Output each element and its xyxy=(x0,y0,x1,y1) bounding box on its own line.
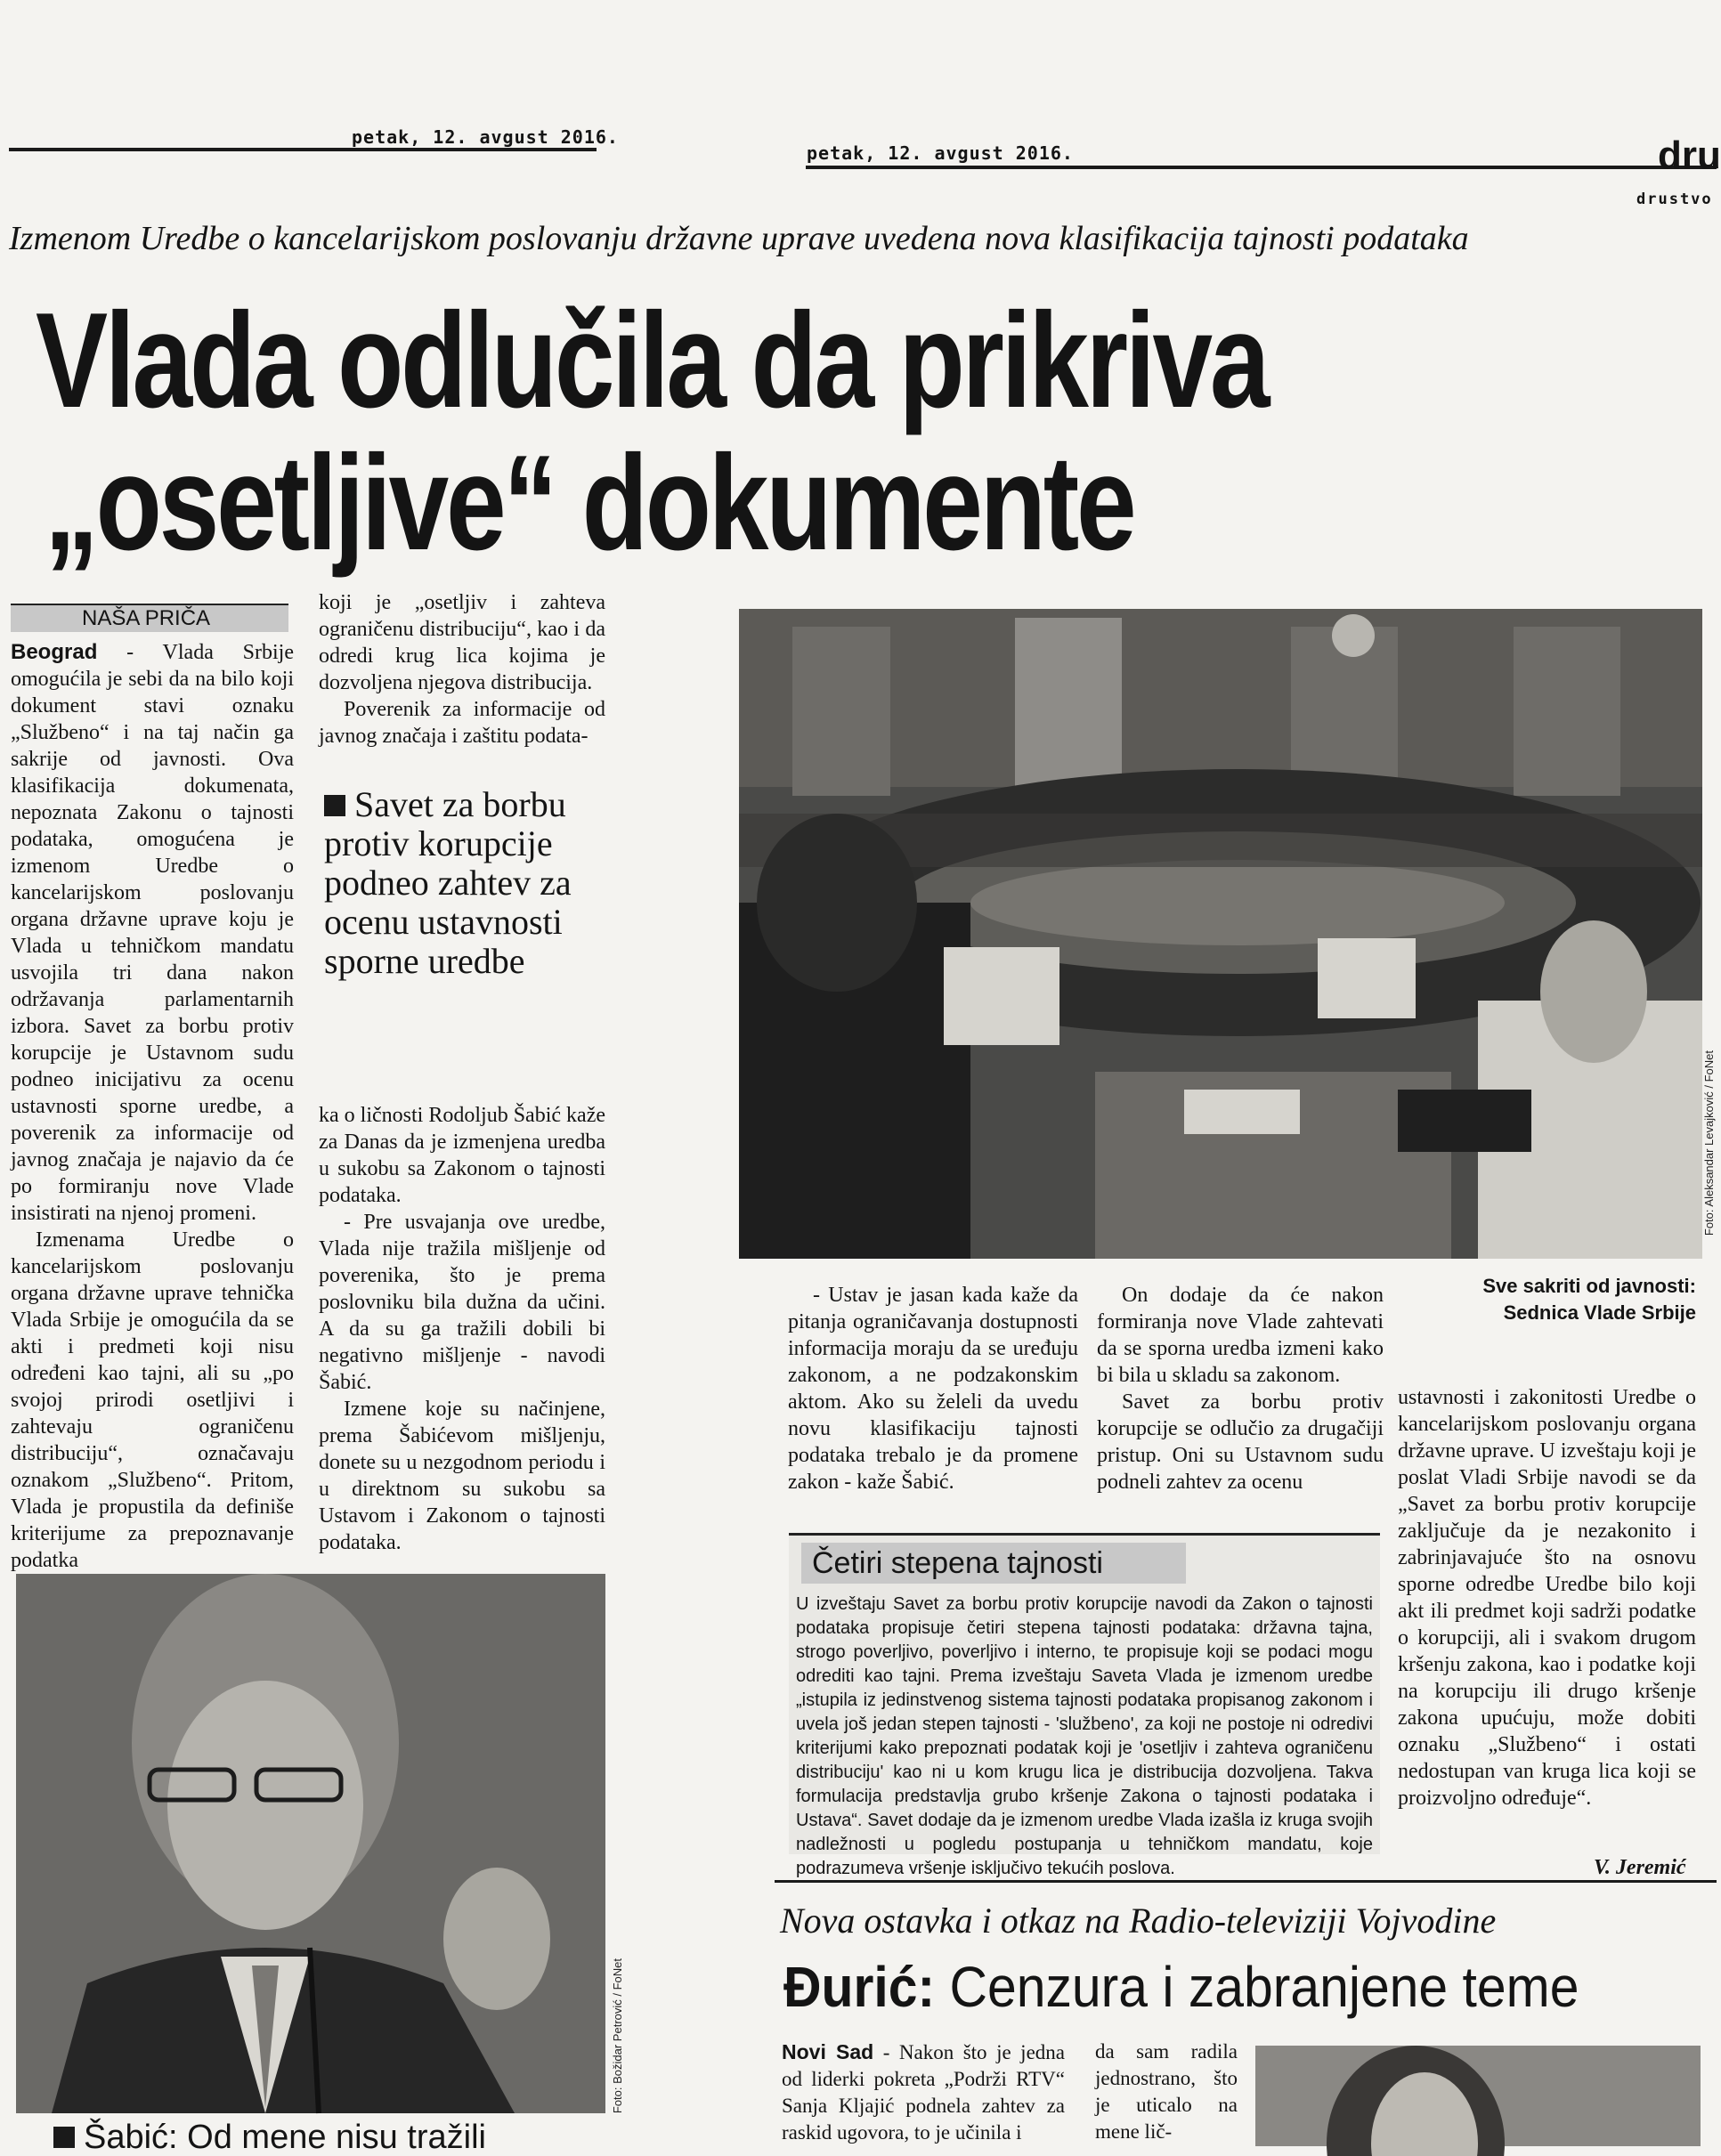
date-left: petak, 12. avgust 2016. xyxy=(352,126,619,148)
kicker: NAŠA PRIČA xyxy=(82,606,211,630)
second-story-column-b: da sam radila jednostrano, što je uticalo na mene lič- xyxy=(1095,2040,1238,2143)
col4-paragraph-2: Savet za borbu protiv korupcije se odlučio za drugačiji pristup. Oni su Ustavnom sudu podneli zahtev za ocenu xyxy=(1097,1390,1384,1494)
meeting-room-illustration xyxy=(739,609,1702,1259)
pullquote: Savet za borbu protiv korupcije podneo zahtev za ocenu ustavnosti sporne uredbe xyxy=(324,784,572,981)
kicker-bar xyxy=(11,604,288,632)
col3-paragraph-1: - Ustav je jasan kada kaže da pitanja ograničavanja dostupnosti informacija moraju da se uređuju zakonom, a ne podzakonskim aktom. Ako su želeli da uvedu novu klasifikaciju tajnosti podataka trebalo je da promene zakon - kaže Šabić. xyxy=(788,1284,1078,1494)
caption-line-1: Sve sakriti od javnosti: xyxy=(1482,1275,1696,1297)
fact-box-title: Četiri stepena tajnosti xyxy=(801,1543,1186,1584)
article-column-5 xyxy=(1398,1384,1696,1829)
bullet-square-icon xyxy=(324,795,345,816)
photo-credit-portrait: Foto: Božidar Petrović / FoNet xyxy=(611,1958,624,2114)
headline-line2: „osetljive“ dokumente xyxy=(45,427,1134,579)
col1-paragraph-2: Izmenama Uredbe o kancelarijskom poslovanju organa državne uprave tehnička Vlada Srbije je omogućila da se akti i predmeti koji nisu određeni kao tajni, ali su „po svojoj prirodi osetljivi i zahtevaju ograničenu distribuciju“, označavaju oznakom „Službeno“. Pritom, Vlada je propustila da definiše kriterijume za prepoznavanje podatka xyxy=(11,1228,294,1572)
headline-line1: Vlada odlučila da prikriva xyxy=(36,285,1268,436)
fact-box-text: U izveštaju Savet za borbu protiv korupcije navodi da Zakon o tajnosti podataka propisuje četiri stepena tajnosti podataka: državna tajna, strogo poverljivo, poverljivo i interno, te propisuje koji se podaci mogu odrediti kao tajni. Prema izveštaju Saveta Vlada je izmenom uredbe „istupila iz jedinstvenog sistema tajnosti podataka propisanog zakonom i uvela još jedan stepen tajnosti - 'službeno', za koji ne postoje ni odredivi kriterijumi kako prepoznati podatak koji je 'osetljiv i zahteva ograničenu distribuciju' kao ni u kom krugu lica je distribucija dozvoljena. Takva formulacija predstavlja grubo kršenje Zakona o tajnosti podataka i Ustava“. Savet dodaje da je izmenom uredbe Vlada izašla iz kruga svojih nadležnosti u pogledu postupanja u tehničkom mandatu, koje podrazumeva vršenje isključivo tekućih poslova. xyxy=(796,1594,1373,1878)
article-column-2-bottom xyxy=(319,1102,605,1554)
article-column-4 xyxy=(1097,1282,1384,1549)
second-story-column-a: Novi Sad - Nakon što je jedna od liderki pokreta „Podrži RTV“ Sanja Kljajić podnela zahtev za raskid ugovora, to je učinila i xyxy=(782,2040,1065,2144)
header-rule-right xyxy=(806,166,1717,169)
date-right: petak, 12. avgust 2016. xyxy=(807,142,1074,164)
author-byline: V. Jeremić xyxy=(1594,1856,1686,1879)
second-story-deck: Nova ostavka i otkaz na Radio-televiziji Vojvodine xyxy=(780,1901,1497,1941)
col2-paragraph-2: Poverenik za informacije od javnog značaja i zaštitu podata- xyxy=(319,698,605,748)
section-sublabel: drustvo xyxy=(1636,190,1713,208)
second-story-photo-illustration xyxy=(1255,2046,1701,2146)
col2-paragraph-4: - Pre usvajanja ove uredbe, Vlada nije tražila mišljenje od poverenika, što je prema poslovniku bila dužna da učini. A da su ga tražili dobili bi negativno mišljenje - navodi Šabić. xyxy=(319,1211,605,1394)
col2-paragraph-5: Izmene koje su načinjene, prema Šabićevom mišljenju, donete su u nezgodnom periodu i u direktnom su sukobu sa Ustavom i Zakonom o tajnosti podataka. xyxy=(319,1398,605,1554)
col4-paragraph-1: On dodaje da će nakon formiranja nove Vlade zahtevati da se sporna uredba izmeni kako bi bila u skladu sa zakonom. xyxy=(1097,1284,1384,1387)
fact-box xyxy=(789,1533,1380,1878)
bullet-square-icon xyxy=(53,2127,75,2148)
photo-second-story xyxy=(1255,2046,1701,2146)
col2-paragraph-3: ka o ličnosti Rodoljub Šabić kaže za Danas da je izmenjena uredba u sukobu sa Zakonom o tajnosti podataka. xyxy=(319,1104,605,1207)
story-divider xyxy=(775,1880,1717,1883)
col1-paragraph-1: - Vlada Srbije omogućila je sebi da na bilo koji dokument stavi oznaku „Službeno“ i na taj način ga sakrije od javnosti. Ova klasifikacija dokumenata, nepoznata Zakonu o tajnosti podataka, omogućena je izmenom Uredbe o kancelarijskom poslovanju organa državne uprave koju je Vlada u tehničkom mandatu usvojila tri dana nakon održavanja parlamentarnih izbora. Savet za borbu protiv korupcije je Ustavnom sudu podneo inicijativu za ocenu ustavnosti sporne uredbe, a poverenik za informacije od javnog značaja je najavio da će po formiranju nove Vlade insistirati na njenoj promeni. xyxy=(11,641,294,1225)
col5-paragraph-1: ustavnosti i zakonitosti Uredbe o kancelarijskom poslovanju organa državne uprave. U izveštaju koji je poslat Vladi Srbije navodi se da „Savet za borbu protiv korupcije zaključuje da je nezakonito i zabrinjavajuće što na osnovu sporne odredbe Uredbe bilo koji akt ili predmet koji sadrži podatke o korupciji, ali i svakom drugom kršenju zakona, kao i podatke koji na korupciju ili drugo kršenje zakona upućuju, može dobiti oznaku „Službeno“ i ostati nedostupan van kruga lica koji se proizvoljno određuje“. xyxy=(1398,1386,1696,1810)
deck: Izmenom Uredbe o kancelarijskom poslovanju državne uprave uvedena nova klasifikacija tajnosti podataka xyxy=(9,220,1469,257)
dateline: Beograd xyxy=(11,640,98,664)
section-label: dru xyxy=(1658,134,1721,177)
article-column-2-top xyxy=(319,589,605,785)
photo-government-session xyxy=(739,609,1702,1259)
caption-line-2: Sednica Vlade Srbije xyxy=(1503,1301,1696,1324)
photo-caption xyxy=(1353,1273,1696,1326)
second-story-headline: Đurić: Cenzura i zabranjene teme xyxy=(783,1955,1579,2019)
bottom-teaser: Šabić: Od mene nisu tražili xyxy=(53,2120,486,2146)
photo-credit-main: Foto: Aleksandar Levajković / FoNet xyxy=(1702,1050,1716,1236)
article-column-1 xyxy=(11,639,294,1572)
portrait-illustration xyxy=(16,1574,605,2113)
article-column-3 xyxy=(788,1282,1078,1549)
photo-portrait xyxy=(16,1574,605,2113)
header-rule-left xyxy=(9,148,597,151)
col2-paragraph-1: koji je „osetljiv i zahteva ograničenu distribuciju“, kao i da odredi krug lica kojima je dozvoljena njegova distribucija. xyxy=(319,591,605,694)
